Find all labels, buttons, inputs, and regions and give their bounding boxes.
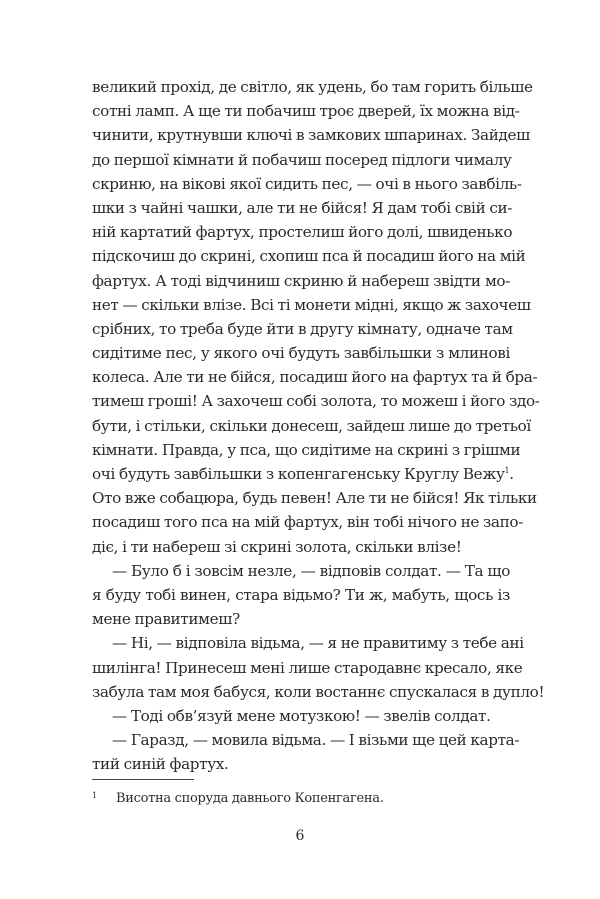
text-line: діє, і ти набереш зі скрині золота, скільки влізе! <box>92 537 462 556</box>
text-line: бути, і стільки, скільки донесеш, зайдеш лише до третьої <box>92 416 531 435</box>
text-line: скриню, на вікові якої сидить пес, — очі в нього завбіль- <box>92 174 522 193</box>
text-line: забула там моя бабуся, коли востаннє спускалася в дупло! <box>92 682 545 701</box>
text-segment: . <box>509 465 514 483</box>
text-line: нет — скільки влізе. Всі ті монети мідні, якщо ж захочеш <box>92 295 531 314</box>
text-line: шки з чайні чашки, але ти не бійся! Я дам тобі свій си- <box>92 198 513 217</box>
dialogue-line: — Тоді обв’язуй мене мотузкою! — звелів солдат. <box>112 706 491 725</box>
text-line: фартух. А тоді відчиниш скриню й набереш звідти мо- <box>92 271 510 290</box>
page-number: 6 <box>295 828 305 844</box>
text-line: срібних, то треба буде йти в другу кімнату, одначе там <box>92 319 513 338</box>
dialogue-line: — Ні, — відповіла відьма, — я не правитиму з тебе ані <box>112 634 524 653</box>
footnote-text: Висотна споруда давнього Копенгагена. <box>116 791 384 806</box>
text-line: колеса. Але ти не бійся, посадиш його на фартух та й бра- <box>92 368 538 387</box>
dialogue-line: — Гаразд, — мовила відьма. — І візьми ще цей карта- <box>112 731 520 750</box>
text-line: мене правитимеш? <box>92 610 240 629</box>
text-line: сотні ламп. А ще ти побачиш троє дверей, їх можна від- <box>92 102 520 121</box>
text-line: підскочиш до скрині, схопиш пса й посадиш його на мій <box>92 247 526 266</box>
page-body <box>92 75 545 776</box>
text-line: сидітиме пес, у якого очі будуть завбільшки з млинові <box>92 344 510 363</box>
footnote-number: 1 <box>92 791 97 800</box>
text-line: ній картатий фартух, простелиш його долі, швиденько <box>92 223 513 242</box>
text-line: тимеш гроші! А захочеш собі золота, то можеш і його здо- <box>92 392 540 411</box>
text-line: великий прохід, де світло, як удень, бо там горить більше <box>92 78 533 96</box>
text-line: я буду тобі винен, стара відьмо? Ти ж, мабуть, щось із <box>92 585 510 604</box>
footnote <box>92 787 384 808</box>
text-line: тий синій фартух. <box>92 755 229 774</box>
text-line-with-footnote <box>92 462 514 486</box>
text-line: Ото вже собацюра, будь певен! Але ти не бійся! Як тільки <box>92 489 537 508</box>
footnote-reference[interactable]: 1 <box>504 466 510 475</box>
dialogue-line: — Було б і зовсім незле, — відповів солдат. — Та що <box>112 561 510 580</box>
text-line: до першої кімнати й побачиш посеред підлоги чималу <box>92 150 512 169</box>
text-line: шилінга! Принесеш мені лише стародавнє кресало, яке <box>92 658 523 677</box>
text-line: чинити, крутнувши ключі в замкових шпаринах. Зайдеш <box>92 126 530 145</box>
text-line: посадиш того пса на мій фартух, він тобі нічого не запо- <box>92 513 523 532</box>
text-segment: очі будуть завбільшки з копенгагенську Круглу Вежу <box>92 465 505 483</box>
text-line: кімнати. Правда, у пса, що сидітиме на скрині з грішми <box>92 440 521 459</box>
footnote-divider <box>92 779 194 780</box>
